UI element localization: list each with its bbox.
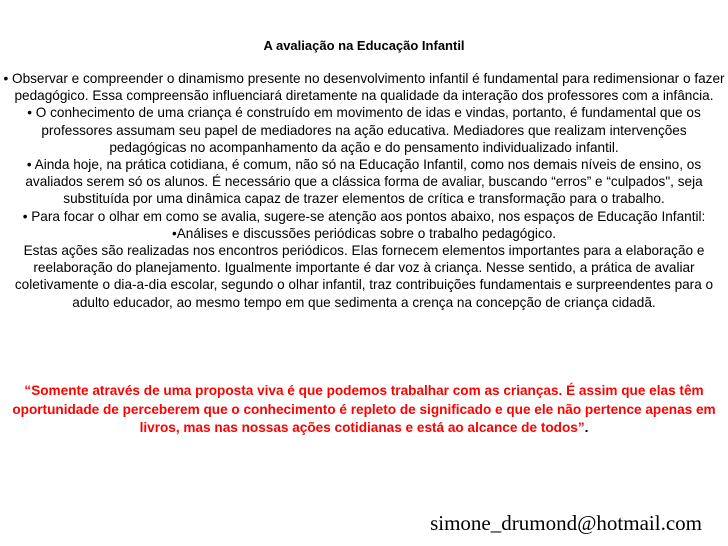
quote-text: “Somente através de uma proposta viva é que podemos trabalhar com as crianças. É assim que elas têm oportunidade de perceberem que o conhecimento é repleto de significado e que ele não pertence apenas em livros, mas nas nossas ações cotidianas e está ao alcance de todos”: [12, 383, 716, 436]
paragraph-analises: •Análises e discussões periódicas sobre o trabalho pedagógico.: [171, 225, 557, 241]
slide-title: A avaliação na Educação Infantil: [263, 38, 465, 53]
paragraph-focar-olhar: • Para focar o olhar em como se avalia, sugere-se atenção aos pontos abaixo, nos espaços de Educação Infantil:: [22, 208, 706, 224]
paragraph-estas-acoes: Estas ações são realizadas nos encontros periódicos. Elas fornecem elementos importantes para a elaboração e reelaboração do planejamento. Igualmente importante é dar voz à criança. Nesse sentido, a prática de avaliar coletivamente o dia-a-dia escolar, segundo o olhar infantil, traz contribuições fundamentais e surpreendentes para o adulto educador, ao mesmo tempo em que sedimenta a crença na concepção de criança cidadã.: [14, 243, 714, 310]
paragraph-conhecimento: • O conhecimento de uma criança é construído em movimento de idas e vindas, portanto, é fundamental que os professores assumam seu papel de mediadores na ação educativa. Mediadores que realizam intervenções pedagógicas no acompanhamento da ação e do pensamento individualizado infantil.: [27, 105, 701, 155]
highlight-quote: [2, 382, 726, 438]
body-text: [2, 70, 726, 311]
author-email: simone_drumond@hotmail.com: [430, 511, 702, 535]
paragraph-observar: • Observar e compreender o dinamismo presente no desenvolvimento infantil é fundamental para redimensionar o fazer pedagógico. Essa compreensão influenciará diretamente na qualidade da interação dos professores com a infância.: [3, 71, 725, 104]
paragraph-ainda-hoje: • Ainda hoje, na prática cotidiana, é comum, não só na Educação Infantil, como nos demais níveis de ensino, os avaliados serem só os alunos. É necessário que a clássica forma de avaliar, buscando “erros” e “culpados", seja substituída por uma dinâmica capaz de trazer elementos de crítica e transformação para o trabalho.: [25, 157, 703, 207]
quote-end-period: .: [584, 420, 589, 436]
